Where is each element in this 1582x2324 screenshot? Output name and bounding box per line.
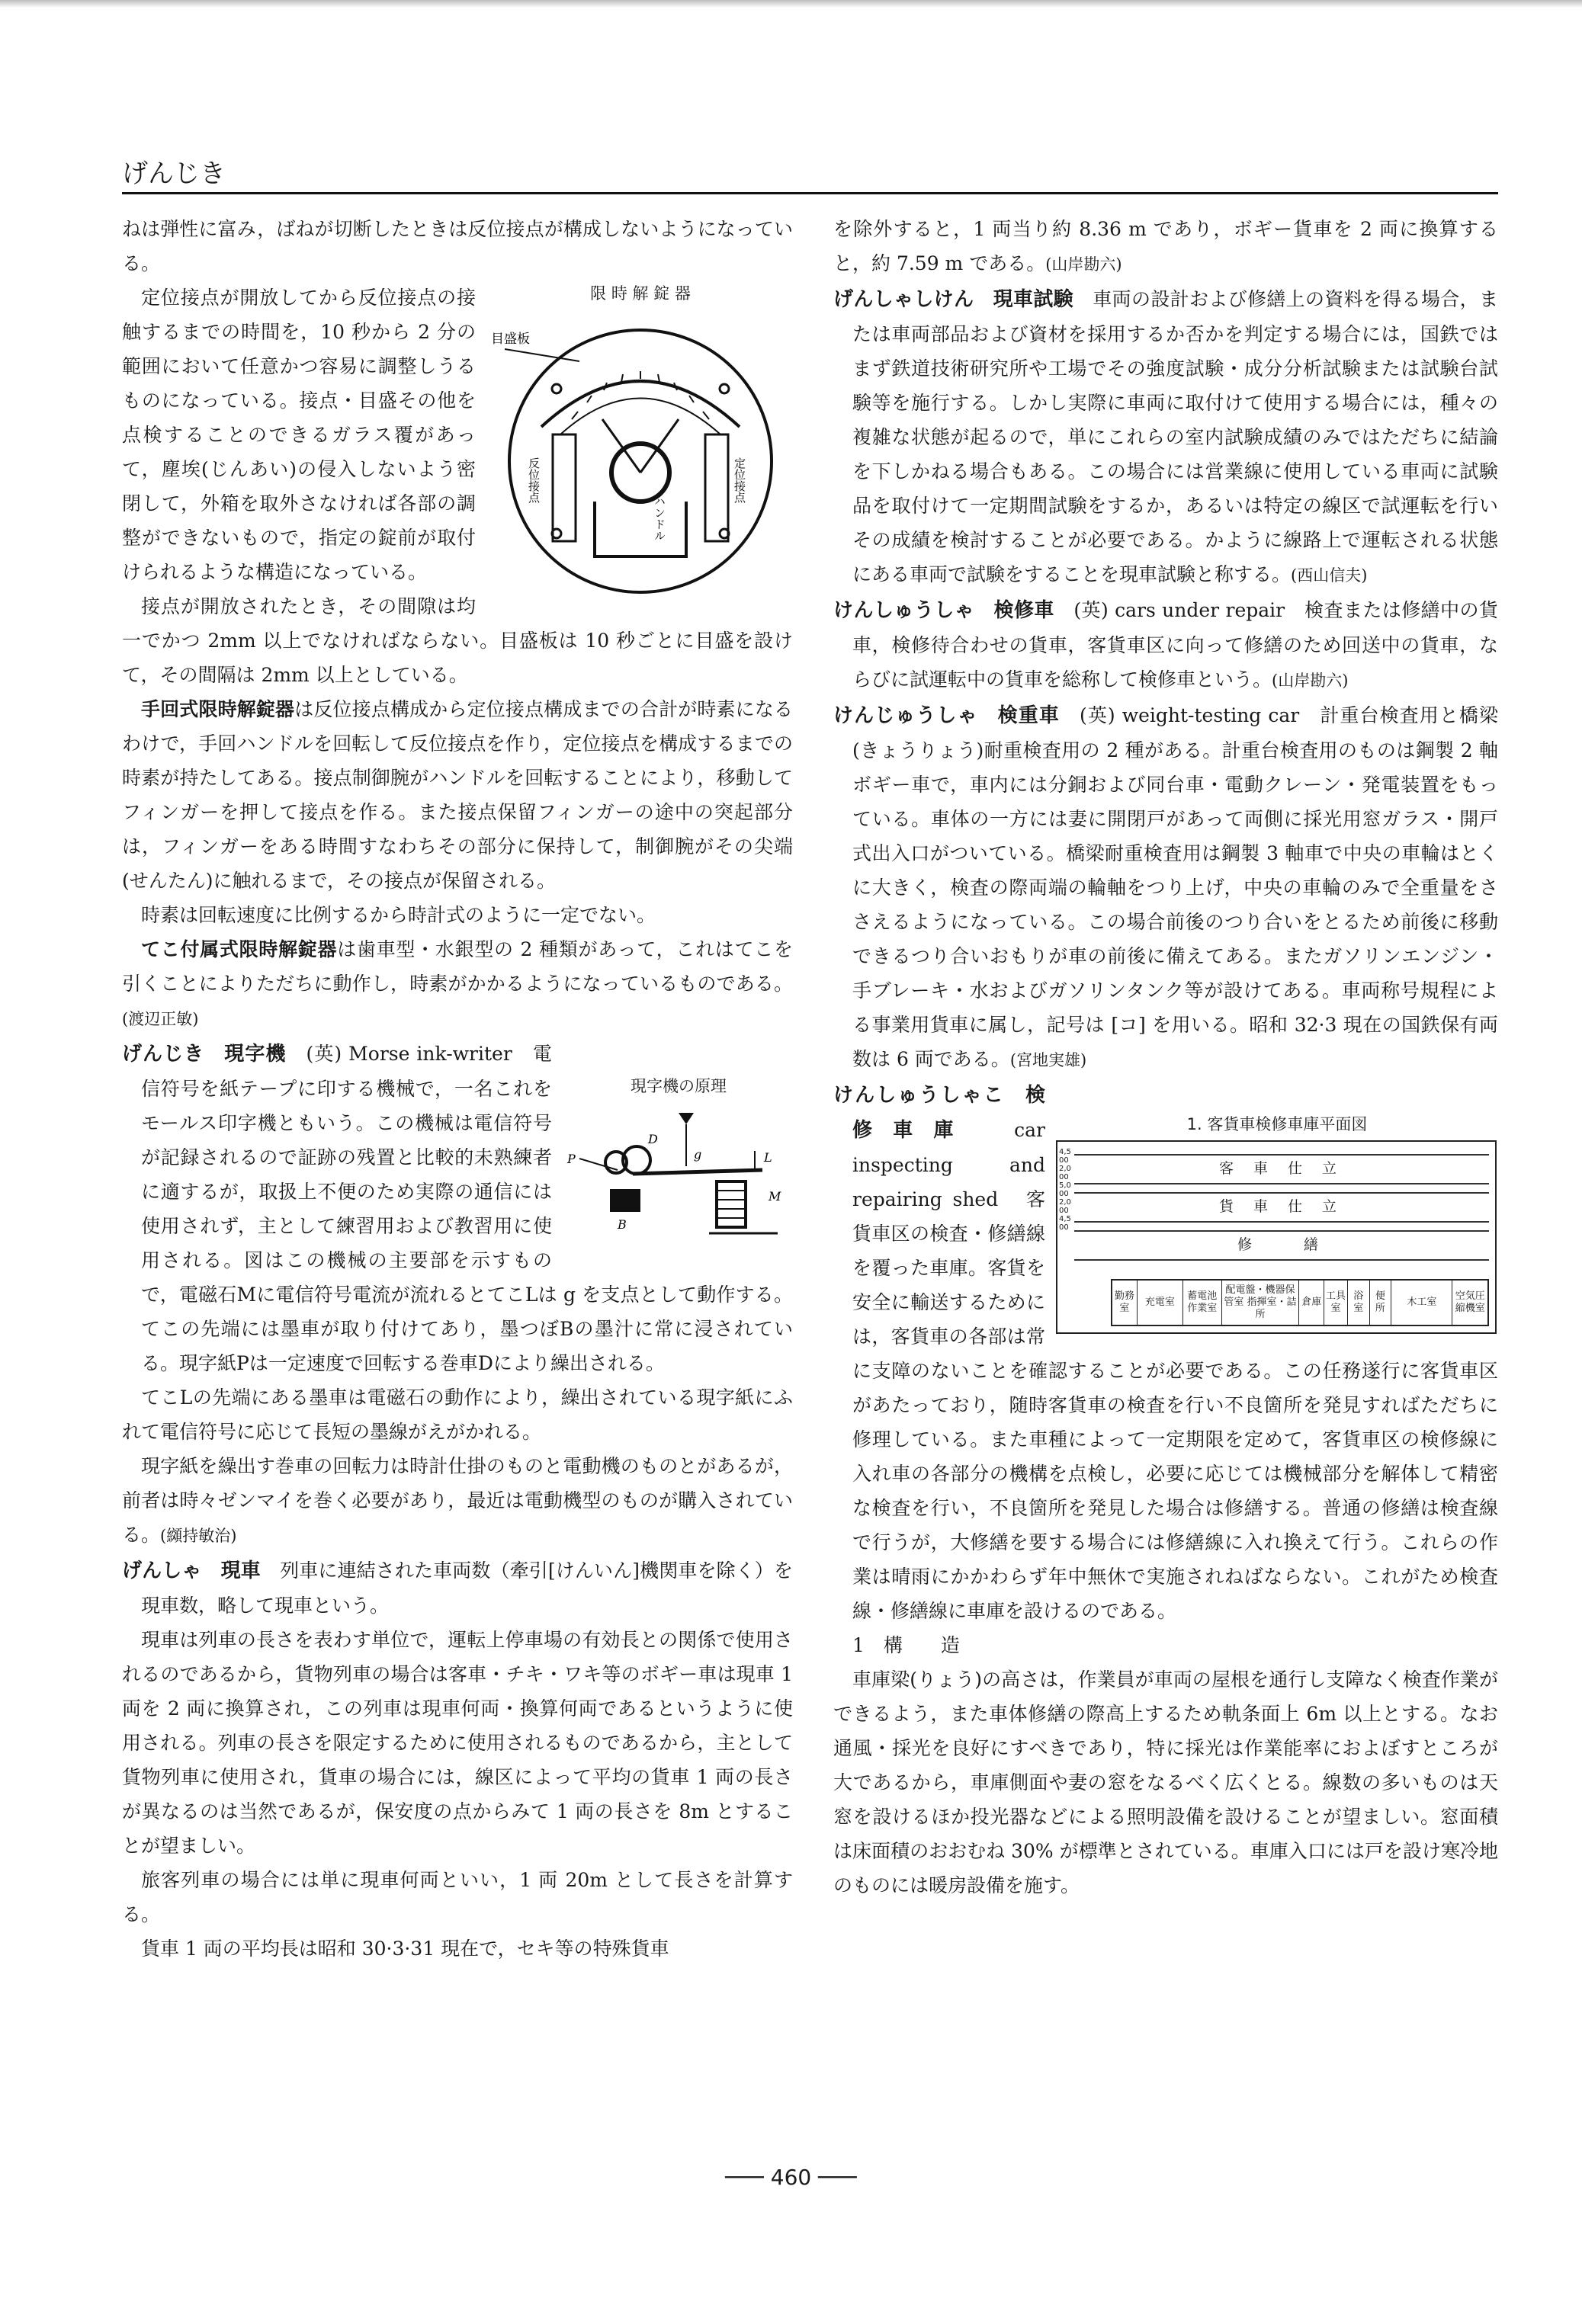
plan-room: 便所 bbox=[1370, 1281, 1392, 1325]
entry-headword: 検重車 bbox=[997, 704, 1060, 727]
term: 手回式限時解錠器 bbox=[141, 698, 295, 720]
entry-headword: 現車試験 bbox=[993, 288, 1073, 311]
entry-reading: げんしゃ bbox=[122, 1559, 202, 1582]
plan-room: 木工室 bbox=[1391, 1281, 1452, 1325]
ink-writer-figure bbox=[564, 1075, 793, 1242]
term: てこ付属式限時解錠器 bbox=[141, 938, 338, 960]
entry-headword: 検修車 bbox=[993, 599, 1054, 622]
figure-label: B bbox=[618, 1217, 627, 1232]
paragraph: を除外すると，1 両当り約 8.36 m であり，ボギー貨車を 2 両に換算すると，約 7.59 m である。(山岸勘六) bbox=[833, 218, 1498, 274]
paragraph: 手回式限時解錠器は反位接点構成から定位接点構成までの合計が時素になるわけで，手回ハンドルを回転して反位接点を作り，定位接点を構成するまでの時素が持たしてある。接点制御腕がハンドルを回転することにより，移動してフィンガーを押して接点を作る。また接点保留フィンガーの途中の突起部分は，フィンガーをある時間すなわちその部分に保持して，制御腕がその尖端(せんたん)に触れるまで，その接点が保留される。 bbox=[122, 698, 793, 892]
page-number: ─── 460 ─── bbox=[725, 2165, 857, 2190]
plan-room: 蓄電池作業室 bbox=[1183, 1281, 1221, 1325]
figure-label: 目盛板 bbox=[491, 332, 530, 347]
entry-headword: 現字機 bbox=[224, 1043, 287, 1066]
left-column bbox=[122, 212, 793, 1966]
paragraph: 現字紙を繰出す巻車の回転力は時計仕掛のものと電動機のものとがあるが，前者は時々ゼンマイを巻く必要があり，最近は電動機型のものが購入されている。(纐持敏治) bbox=[122, 1455, 793, 1546]
plan-rooms bbox=[1111, 1279, 1489, 1326]
track-label: 客 車 仕 立 bbox=[1218, 1160, 1345, 1177]
entry-headword: 検修車庫 bbox=[852, 1084, 1045, 1142]
author: (渡辺正敏) bbox=[122, 1010, 199, 1028]
plan-room: 配電盤・機器保管室 指揮室・詰所 bbox=[1222, 1281, 1300, 1325]
entry-headword: 現車 bbox=[220, 1559, 261, 1582]
figure-caption: 現字機の原理 bbox=[631, 1077, 727, 1095]
dictionary-entry: けんじゅうしゃ 検重車 (英) weight-testing car 計重台検査用と橋梁(きょうりょう)耐重検査用の 2 種がある。計重台検査用のものは鋼製 2 軸ボギー車で，車内には分銅および同台車・電動クレーン・発電装置をもっている。車体の一方には妻に開閉戸があって両側に採光用窓ガラス・開戸式出入口がついている。橋梁耐重検査用は鋼製 3 軸車で中央の車輪はとくに大きく，検査の際両端の輪軸をつり上げ，中央の車輪のみで全重量をささえるようになっている。この場合前後のつり合いをとるため前後に移動できるつり合いおもりが車の前後に備えてある。またガソリンエンジン・手ブレーキ・水およびガソリンタンク等が設けてある。車両称号規程による事業用貨車に属し，記号は [コ] を用いる。昭和 32·3 現在の国鉄保有両数は 6 両である。(宮地実雄) bbox=[833, 704, 1498, 1070]
figure-caption: 1. 客貨車検修車庫平面図 bbox=[1186, 1115, 1368, 1133]
dictionary-entry: げんしゃ 現車 列車に連結された車両数（牽引[けんいん]機関車を除く）を現車数，略して現車という。 bbox=[122, 1559, 793, 1617]
header-rule bbox=[122, 192, 1498, 194]
figure-label: 反位接点 bbox=[527, 457, 541, 503]
figure-label: D bbox=[648, 1132, 658, 1146]
paragraph: 旅客列車の場合には単に現車何両といい，1 両 20m として長さを計算する。 bbox=[122, 1869, 793, 1925]
timer-release-figure bbox=[488, 282, 793, 602]
entry-reading: げんじき bbox=[122, 1043, 205, 1066]
entry-reading: げんしゃしけん bbox=[833, 288, 974, 311]
paragraph: 現車は列車の長さを表わす単位で，運転上停車場の有効長との関係で使用されるのであるから，貨物列車の場合は客車・チキ・ワキ等のボギー車は現車 1 両を 2 両に換算され，この列車は現車何両・換算何両であるというように使用される。列車の長さを限定するために使用されるものであるから，主として貨物列車に使用され，貨車の場合には，線区によって平均の貨車 1 両の長さが異なるのは当然であるが，保安度の点からみて 1 両の長さを 8m とすることが望ましい。 bbox=[122, 1629, 793, 1857]
shed-plan-diagram bbox=[1056, 1140, 1497, 1334]
plan-dimensions: 4,500 2,000 5,000 2,000 4,500 bbox=[1059, 1148, 1071, 1232]
entry-language: (英) weight-testing car bbox=[1080, 704, 1300, 726]
entry-reading: けんしゅうしゃこ bbox=[833, 1084, 1005, 1107]
plan-room: 浴室 bbox=[1348, 1281, 1370, 1325]
right-column bbox=[833, 212, 1498, 1902]
paragraph: ねは弾性に富み，ばねが切断したときは反位接点が構成しないようになっている。 bbox=[122, 218, 793, 274]
paragraph: 時素は回転速度に比例するから時計式のように一定でない。 bbox=[141, 904, 656, 926]
dictionary-entry: けんしゅうしゃこ 検修車庫 car inspecting and repairing shed 客貨車区の検査・修繕線を覆った車庫。客貨を安全に輸送するためには，客貨車の各部は常に支障のないことを確認することが必要である。この任務遂行に客貨車区があたっており，随時客貨車の検査を行い不良箇所を発見すればただちに修理している。また車種によって一定期限を定めて，客貨車区の検修線に入れ車の各部分の機構を点検し，必要に応じては機械部分を解体して精密な検査を行い，不良箇所を発見した場合は修繕する。普通の修繕は検査線で行うが，大修繕を要する場合には修繕線に入れ換えて行う。これらの作業は晴雨にかかわらず年中無休で実施されねばならない。これがため検査線・修繕線に車庫を設けるのである。 bbox=[833, 1084, 1498, 1622]
dictionary-entry: げんじき 現字機 (英) Morse ink-writer 電信符号を紙テープに印する機械で，一名これをモールス印字機ともいう。この機械は電信符号が記録されるので証跡の残置と比較的未熟練者に適するが，取扱上不便のため実際の通信には使用されず，主として練習用および教習用に使用される。図はこの機械の主要部を示すもので，電磁石Mに電信符号電流が流れるとてこLは g を支点として動作する。てこの先端には墨車が取り付けてあり，墨つぼBの墨汁に常に浸されている。現字紙Pは一定速度で回転する巻車Dにより繰出される。 bbox=[122, 1043, 793, 1374]
figure-label: P bbox=[567, 1152, 576, 1166]
ink-writer-diagram bbox=[564, 1098, 793, 1242]
running-head: げんじき bbox=[122, 159, 226, 189]
dictionary-entry: けんしゅうしゃ 検修車 (英) cars under repair 検査または修繕中の貨車，検修待合わせの貨車，客貨車区に向って修繕のため回送中の貨車，ならびに試運転中の貨車を総称して検修車という。(山岸勘六) bbox=[833, 599, 1498, 691]
paragraph: てこLの先端にある墨車は電磁石の動作により，繰出されている現字紙にふれて電信符号に応じて長短の墨線がえがかれる。 bbox=[122, 1386, 793, 1443]
entry-reading: けんしゅうしゃ bbox=[833, 599, 975, 622]
author: (山岸勘六) bbox=[1045, 255, 1122, 274]
plan-room: 空気圧縮機室 bbox=[1455, 1290, 1485, 1314]
track-label: 貨 車 仕 立 bbox=[1218, 1198, 1345, 1215]
author: (山岸勘六) bbox=[1272, 672, 1349, 690]
paragraph: てこ付属式限時解錠器は歯車型・水銀型の 2 種類があって，これはてこを引くことによりただちに動作し，時素がかかるようになっているものである。(渡辺正敏) bbox=[122, 938, 793, 1028]
plan-track bbox=[1074, 1230, 1489, 1261]
paragraph: 定位接点が開放してから反位接点の接触するまでの時間を，10 秒から 2 分の範囲において任意かつ容易に調整しうるものになっている。接点・目盛その他を点検することのできるガラス覆があって，塵埃(じんあい)の侵入しないよう密閉して，外箱を取外さなければ各部の調整ができないもので，指定の錠前が取付けられるような構造になっている。 bbox=[122, 287, 476, 583]
figure-label: L bbox=[764, 1150, 772, 1165]
scan-top-edge bbox=[0, 0, 1582, 8]
author: (纐持敏治) bbox=[160, 1527, 237, 1545]
plan-track bbox=[1074, 1154, 1489, 1184]
plan-track bbox=[1074, 1192, 1489, 1223]
entry-language: (英) Morse ink-writer bbox=[306, 1043, 512, 1065]
entry-language: (英) cars under repair bbox=[1073, 599, 1285, 621]
section-heading: 1 構 造 bbox=[852, 1634, 960, 1656]
figure-label: 定位接点 bbox=[733, 457, 746, 503]
plan-room: 倉庫 bbox=[1299, 1281, 1324, 1325]
shed-plan-figure bbox=[1056, 1113, 1498, 1334]
plan-room: 勤務室 bbox=[1112, 1281, 1138, 1325]
plan-room: 充電室 bbox=[1138, 1281, 1183, 1325]
plan-room: 工具室 bbox=[1324, 1281, 1348, 1325]
figure-label: g bbox=[694, 1147, 702, 1162]
figure-caption: 限 時 解 錠 器 bbox=[590, 284, 691, 303]
timer-release-diagram bbox=[488, 305, 793, 602]
dictionary-entry: げんしゃしけん 現車試験 車両の設計および修繕上の資料を得る場合，または車両部品および資材を採用するか否かを判定する場合には，国鉄ではまず鉄道技術研究所や工場でその強度試験・成分分析試験または試験台試験等を施行する。しかし実際に車両に取付けて使用する場合には，種々の複雑な状態が起るので，単にこれらの室内試験成績のみではただちに結論を下しかねる場合もある。この場合には営業線に使用している車両に試験品を取付けて一定期間試験をするか，あるいは特定の線区で試運転を行いその成績を検討することが必要である。かように線路上で運転される状態にある車両で試験をすることを現車試験と称する。(西山信夫) bbox=[833, 288, 1498, 585]
paragraph: 車庫梁(りょう)の高さは，作業員が車両の屋根を通行し支障なく検査作業ができるよう，また車体修繕の際高上するため軌条面上 6m 以上とする。なお通風・採光を良好にすべきであり，特に採光は作業能率におよぼすところが大であるから，車庫側面や妻の窓をなるべく広くとる。線数の多いものは天窓を設けるほか投光器などによる照明設備を設けることが望ましい。窓面積は床面積のおおむね 30% が標準とされている。車庫入口には戸を設け寒冷地のものには暖房設備を施す。 bbox=[833, 1668, 1498, 1896]
author: (西山信夫) bbox=[1291, 566, 1368, 585]
paragraph: 貨車 1 両の平均長は昭和 30·3·31 現在で，セキ等の特殊貨車 bbox=[141, 1938, 669, 1960]
figure-label: ハンドル bbox=[653, 495, 666, 541]
entry-language: car inspecting and repairing shed bbox=[852, 1119, 1045, 1210]
figure-label: M bbox=[769, 1189, 781, 1204]
author: (宮地実雄) bbox=[1009, 1051, 1087, 1069]
entry-reading: けんじゅうしゃ bbox=[833, 704, 978, 727]
track-label: 修 繕 bbox=[1237, 1236, 1326, 1253]
paragraph: 接点が開放されたとき，その間隙は均一でかつ 2mm 以上でなければならない。目盛板は 10 秒ごとに目盛を設けて，その間隔は 2mm 以上としている。 bbox=[122, 595, 793, 686]
